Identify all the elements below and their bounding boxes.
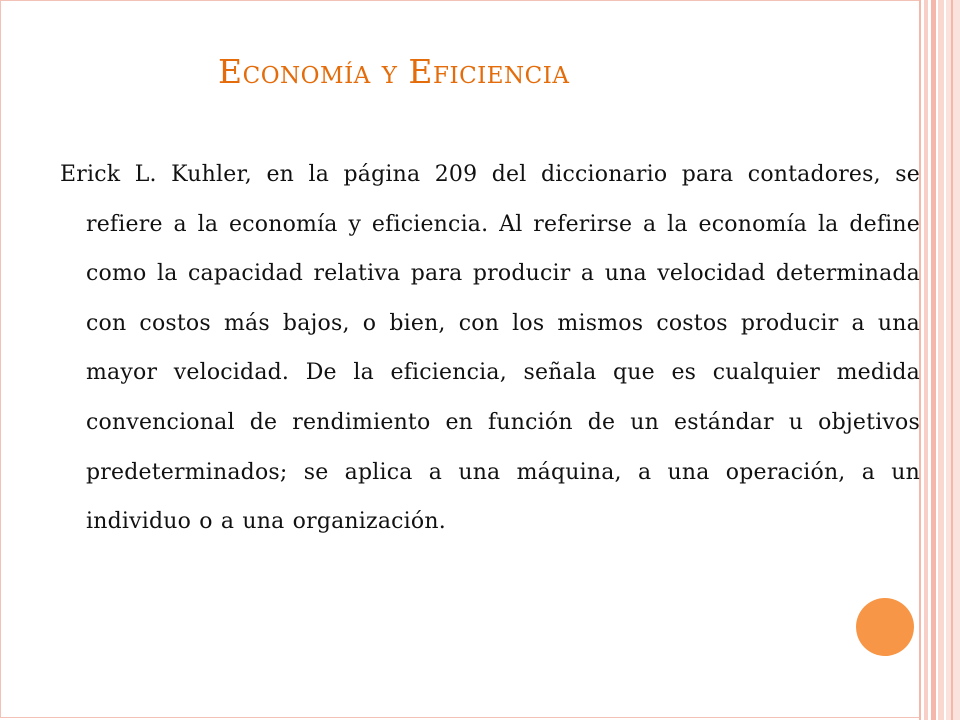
edge-stripe [938,0,944,720]
slide-title: Economía y Eficiencia [218,52,570,91]
decorative-circle [857,599,913,655]
edge-stripe [924,0,928,720]
edge-stripe [931,0,936,720]
edge-stripe [946,0,960,720]
slide-body-text: Erick L. Kuhler, en la página 209 del diccionario para contadores, se refiere a la economía y eficiencia. Al referirse a la economía la define como la capacidad relativa para producir a una velocidad determinada con costos más bajos, o bien, con los mismos costos producir a una mayor velocidad. De la eficiencia, señala que es cualquier medida convencional de rendimiento en función de un estándar u objetivos predeterminados; se aplica a una máquina, a una operación, a un individuo o a una organización. [60,162,920,535]
edge-stripe [951,0,953,720]
